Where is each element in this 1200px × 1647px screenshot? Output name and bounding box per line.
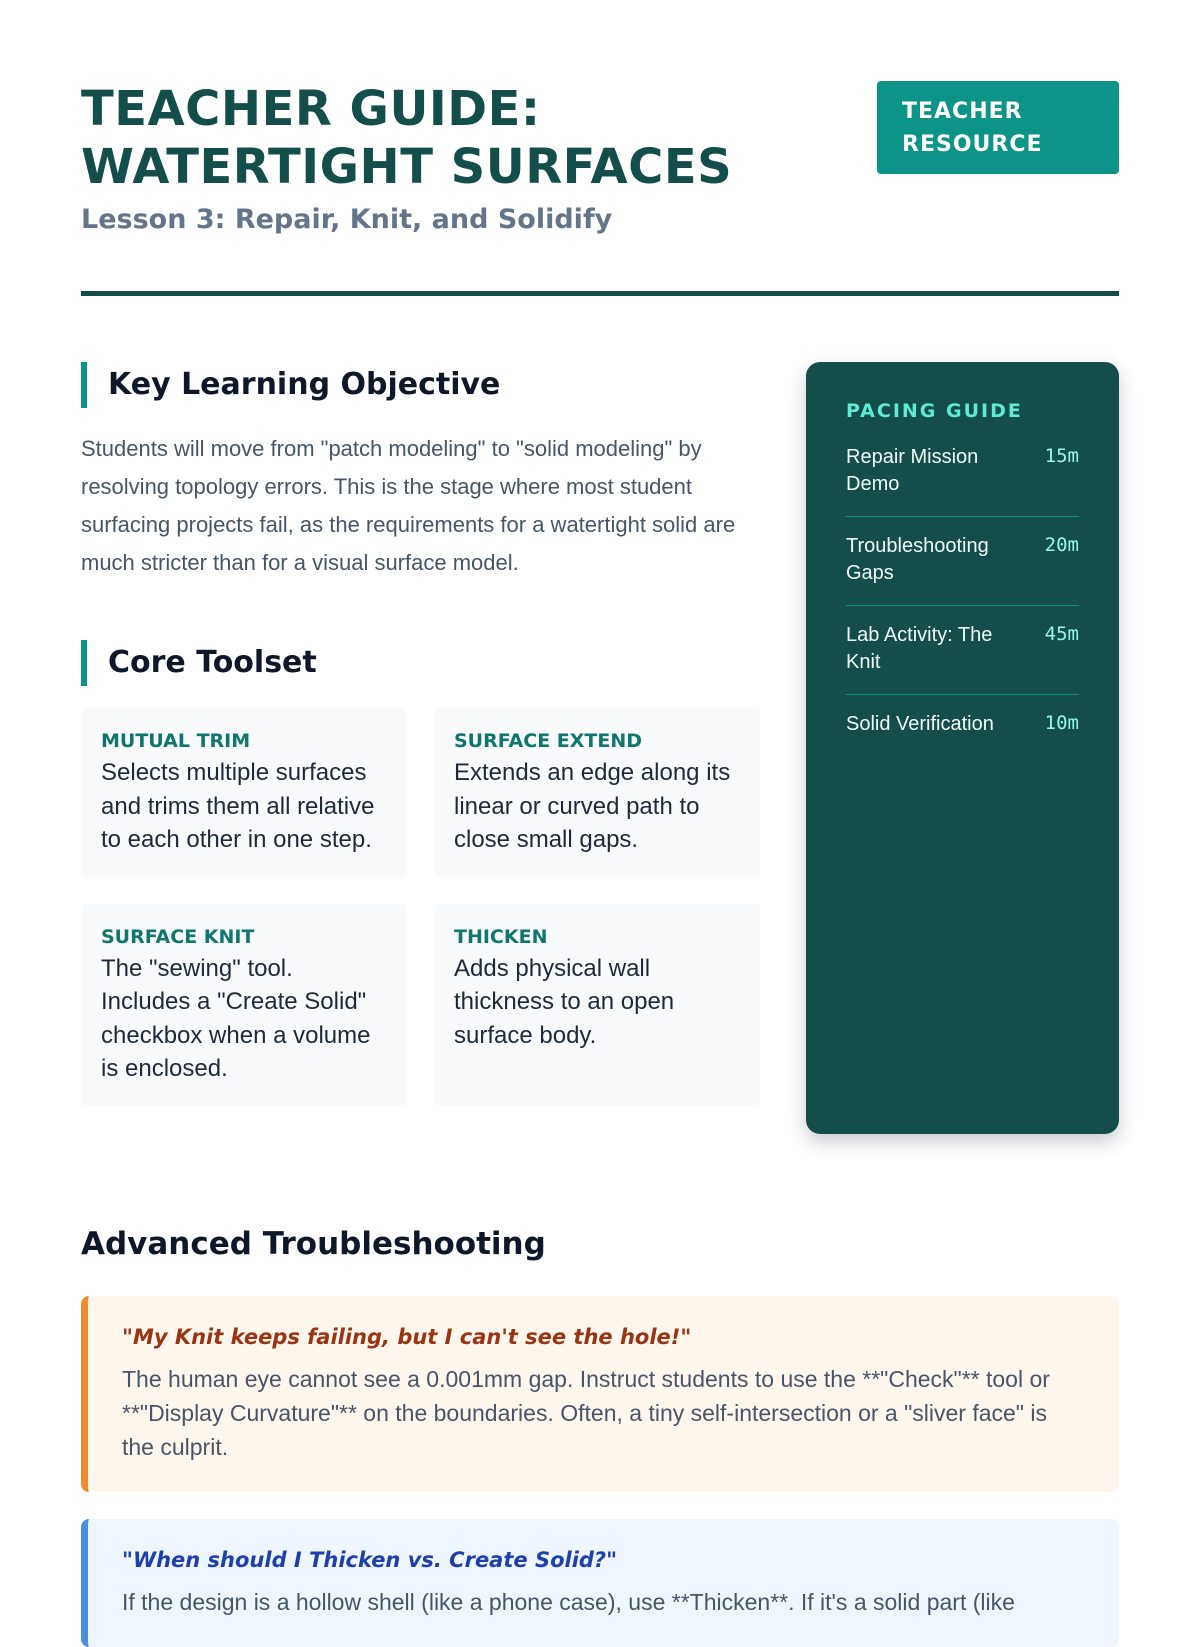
tool-name: SURFACE KNIT [101, 925, 255, 948]
pacing-item [846, 517, 1079, 606]
tool-name: SURFACE EXTEND [454, 730, 643, 752]
troubleshooting-answer: If the design is a hollow shell (like a phone case), use **Thicken**. If it's a solid part (like [122, 1589, 1015, 1615]
objective-text: Students will move from "patch modeling" to "solid modeling" by resolving topology errors. This is the stage where most student surfacing projects fail, as the requirements for a watertight solid are much stricter than for a visual surface model. [81, 436, 736, 575]
objective-heading: Key Learning Objective [81, 362, 756, 408]
main-content [81, 362, 1119, 1132]
tool-name: THICKEN [454, 925, 548, 948]
pacing-item-time: 45m [1044, 623, 1079, 645]
tool-card-thicken [434, 904, 760, 1106]
left-column [81, 362, 756, 1106]
page-title [81, 80, 781, 196]
pacing-guide-panel [806, 362, 1119, 1134]
pacing-item-time: 10m [1044, 712, 1079, 734]
troubleshooting-card-knit-failing [81, 1296, 1119, 1492]
pacing-item-time: 15m [1044, 445, 1079, 467]
tool-card-surface-extend [434, 708, 760, 877]
title-line-2: WATERTIGHT SURFACES [81, 139, 733, 195]
tool-description: Selects multiple surfaces and trims them all relative to each other in one step. [101, 759, 375, 853]
pacing-item-label: Solid Verification [846, 713, 994, 735]
troubleshooting-question: "When should I Thicken vs. Create Solid?" [122, 1548, 618, 1572]
pacing-item [846, 428, 1079, 517]
tool-description: Adds physical wall thickness to an open surface body. [454, 954, 675, 1049]
badge-line-1: TEACHER [902, 99, 1023, 124]
tool-grid [81, 708, 756, 1106]
tool-name: MUTUAL TRIM [101, 730, 251, 752]
toolset-heading: Core Toolset [81, 640, 756, 686]
teacher-resource-badge [877, 81, 1119, 174]
tool-card-surface-knit [81, 904, 407, 1106]
pacing-item [846, 695, 1079, 756]
pacing-guide-title: PACING GUIDE [846, 400, 1023, 422]
page-subtitle: Lesson 3: Repair, Knit, and Solidify [81, 204, 613, 235]
troubleshooting-card-thicken-vs-solid [81, 1519, 1119, 1647]
pacing-item-time: 20m [1044, 534, 1079, 556]
tool-card-mutual-trim [81, 708, 407, 877]
troubleshooting-section [81, 1226, 1119, 1647]
badge-line-2: RESOURCE [902, 132, 1043, 157]
tool-description: The "sewing" tool. Includes a "Create Solid" checkbox when a volume is enclosed. [101, 954, 371, 1082]
title-line-1: TEACHER GUIDE: [81, 81, 541, 137]
troubleshooting-heading: Advanced Troubleshooting [81, 1226, 546, 1262]
pacing-item-label: Lab Activity: The Knit [846, 624, 993, 673]
pacing-item-label: Troubleshooting Gaps [846, 535, 989, 584]
troubleshooting-question: "My Knit keeps failing, but I can't see the hole!" [122, 1325, 692, 1349]
tool-description: Extends an edge along its linear or curved path to close small gaps. [454, 759, 731, 853]
troubleshooting-answer: The human eye cannot see a 0.001mm gap. Instruct students to use the **"Check"** tool or **"Display Curvature"** on the boundaries. Often, a tiny self-intersection or a "sliver face" is the culprit. [122, 1366, 1050, 1460]
header [81, 0, 1119, 296]
pacing-item-label: Repair Mission Demo [846, 446, 979, 495]
pacing-item [846, 606, 1079, 695]
